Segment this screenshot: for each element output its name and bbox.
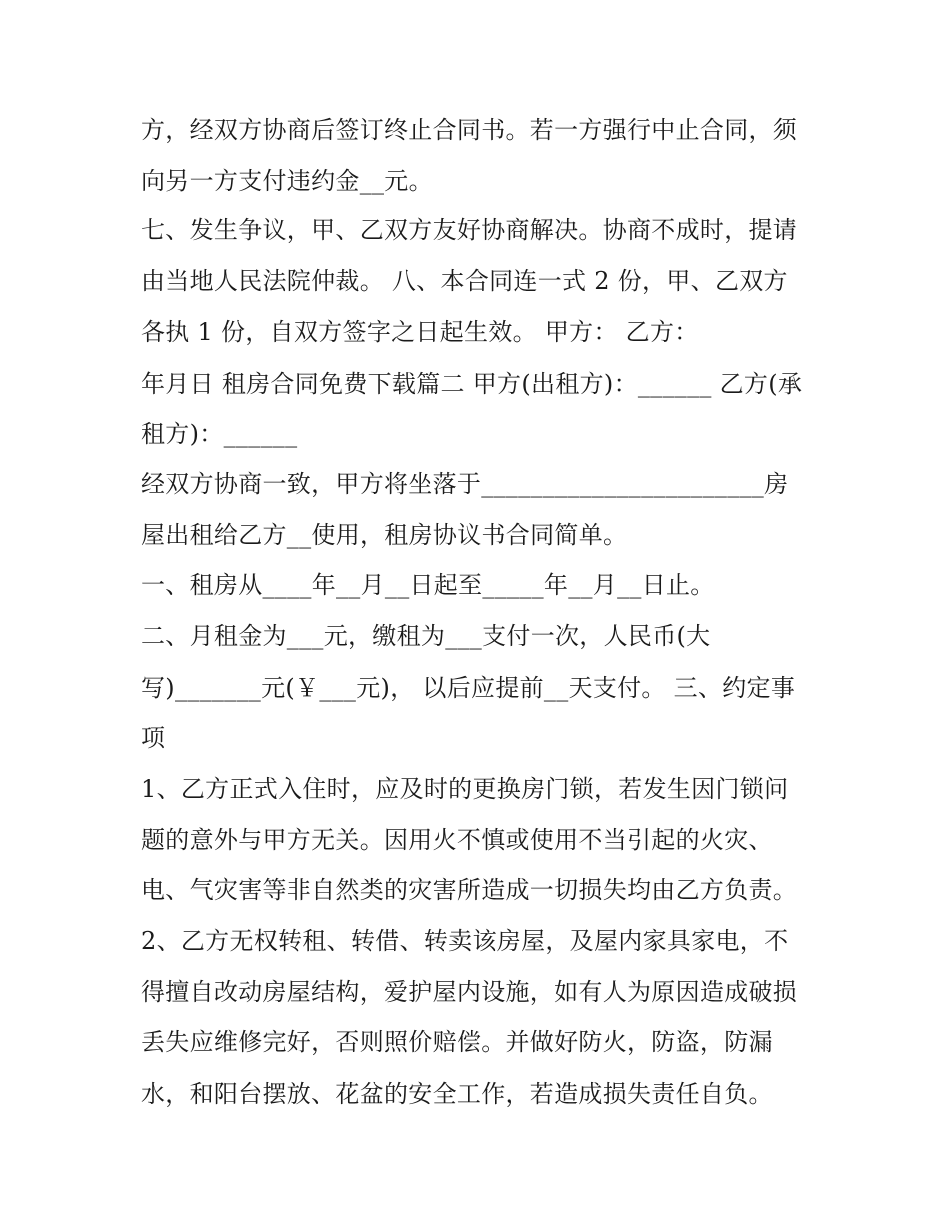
text-line-11: 二、月租金为___元，缴租为___支付一次，人民币(大	[141, 622, 711, 650]
text-line-8: 经双方协商一致，甲方将坐落于_______________________房	[141, 470, 789, 498]
text-line-2: 向另一方支付违约金__元。	[141, 167, 433, 195]
text-line-20: 水，和阳台摆放、花盆的安全工作，若造成损失责任自负。	[141, 1080, 773, 1108]
text-line-10: 一、租房从____年__月__日起至_____年__月__日止。	[141, 571, 715, 599]
text-line-19: 丢失应维修完好，否则照价赔偿。并做好防火，防盗，防漏	[141, 1028, 773, 1056]
text-line-16: 电、气灾害等非自然类的灾害所造成一切损失均由乙方负责。	[141, 876, 798, 904]
text-line-3: 七、发生争议，甲、乙双方友好协商解决。协商不成时，提请	[141, 216, 798, 244]
text-line-13: 项	[141, 724, 166, 752]
text-line-6: 年月日 租房合同免费下载篇二 甲方(出租方)：______ 乙方(承	[141, 370, 803, 398]
text-line-18: 得擅自改动房屋结构，爱护屋内设施，如有人为原因造成破损	[141, 978, 798, 1006]
text-line-14: 1、乙方正式入住时，应及时的更换房门锁，若发生因门锁问	[141, 775, 789, 803]
text-line-12: 写)_______元(￥___元)， 以后应提前__天支付。 三、约定事	[141, 674, 796, 702]
text-line-7: 租方)：______	[141, 420, 298, 448]
text-line-17: 2、乙方无权转租、转借、转卖该房屋，及屋内家具家电，不	[141, 927, 789, 955]
text-line-5: 各执 1 份，自双方签字之日起生效。 甲方： 乙方：	[141, 318, 699, 346]
text-line-15: 题的意外与甲方无关。因用火不慎或使用不当引起的火灾、	[141, 826, 773, 854]
text-line-1: 方，经双方协商后签订终止合同书。若一方强行中止合同，须	[141, 116, 798, 144]
text-line-4: 由当地人民法院仲裁。 八、本合同连一式 2 份，甲、乙双方	[141, 267, 788, 295]
text-line-9: 屋出租给乙方__使用，租房协议书合同简单。	[141, 521, 628, 549]
